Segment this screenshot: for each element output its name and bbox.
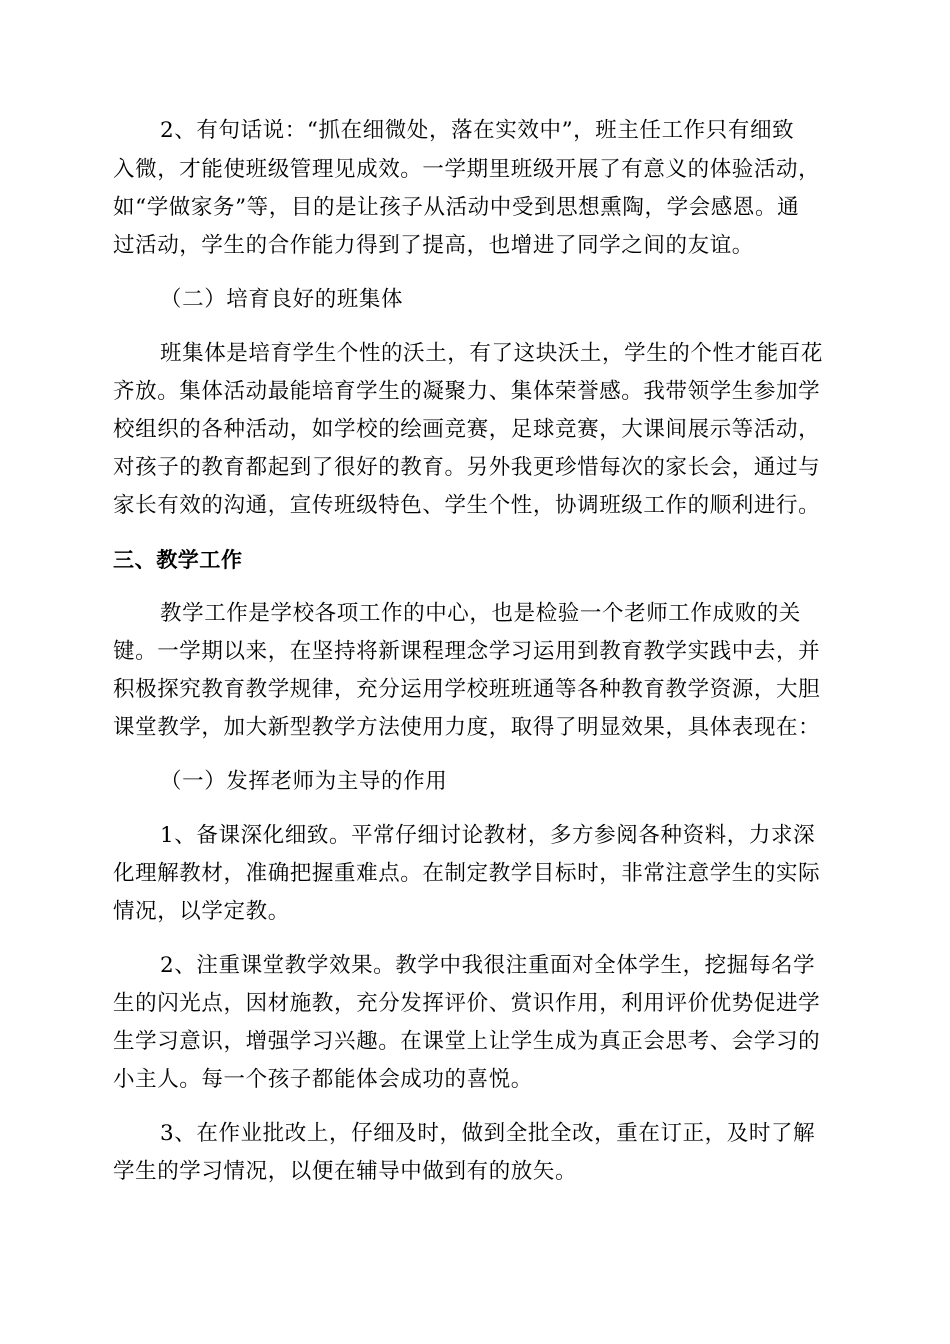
paragraph-1-line-2: 入微，才能使班级管理见成效。一学期里班级开展了有意义的体验活动，: [113, 157, 821, 182]
section-heading-3: 三、教学工作: [113, 548, 243, 572]
paragraph-4-line-4: 课堂教学，加大新型教学方法使用力度，取得了明显效果，具体表现在：: [113, 715, 821, 740]
paragraph-4-line-3: 积极探究教育教学规律，充分运用学校班班通等各种教育教学资源，大胆: [113, 677, 821, 702]
paragraph-1-line-1: 2、有句话说：“抓在细微处，落在实效中”，班主任工作只有细致: [160, 118, 795, 143]
paragraph-6-line-2: 化理解教材，准确把握重难点。在制定教学目标时，非常注意学生的实际: [113, 861, 821, 886]
paragraph-3-line-5: 家长有效的沟通，宣传班级特色、学生个性，协调班级工作的顺利进行。: [113, 493, 821, 518]
paragraph-1-line-4: 过活动，学生的合作能力得到了提高，也增进了同学之间的友谊。: [113, 233, 754, 258]
paragraph-8-line-2: 学生的学习情况，以便在辅导中做到有的放矢。: [113, 1159, 578, 1184]
paragraph-7-line-3: 生学习意识，增强学习兴趣。在课堂上让学生成为真正会思考、会学习的: [113, 1029, 821, 1054]
paragraph-1-line-3: 如“学做家务”等，目的是让孩子从活动中受到思想熏陶，学会感恩。通: [113, 195, 800, 220]
paragraph-7-line-2: 生的闪光点，因材施教，充分发挥评价、赏识作用，利用评价优势促进学: [113, 991, 821, 1016]
paragraph-3-line-3: 校组织的各种活动，如学校的绘画竞赛，足球竞赛，大课间展示等活动，: [113, 417, 821, 442]
paragraph-3-line-1: 班集体是培育学生个性的沃土，有了这块沃土，学生的个性才能百花: [160, 341, 824, 366]
subheading-1: （一）发挥老师为主导的作用: [160, 769, 448, 794]
paragraph-6-line-1: 1、备课深化细致。平常仔细讨论教材，多方参阅各种资料，力求深: [160, 823, 816, 848]
paragraph-7-line-1: 2、注重课堂教学效果。教学中我很注重面对全体学生，挖掘每名学: [160, 953, 816, 978]
paragraph-4-line-1: 教学工作是学校各项工作的中心，也是检验一个老师工作成败的关: [160, 601, 801, 626]
paragraph-7-line-4: 小主人。每一个孩子都能体会成功的喜悦。: [113, 1067, 533, 1092]
paragraph-3-line-2: 齐放。集体活动最能培育学生的凝聚力、集体荣誉感。我带领学生参加学: [113, 379, 821, 404]
paragraph-4-line-2: 键。一学期以来，在坚持将新课程理念学习运用到教育教学实践中去，并: [113, 639, 821, 664]
paragraph-3-line-4: 对孩子的教育都起到了很好的教育。另外我更珍惜每次的家长会，通过与: [113, 455, 821, 480]
subheading-2: （二）培育良好的班集体: [160, 287, 404, 312]
paragraph-6-line-3: 情况，以学定教。: [113, 899, 290, 924]
paragraph-8-line-1: 3、在作业批改上，仔细及时，做到全批全改，重在订正，及时了解: [160, 1121, 816, 1146]
